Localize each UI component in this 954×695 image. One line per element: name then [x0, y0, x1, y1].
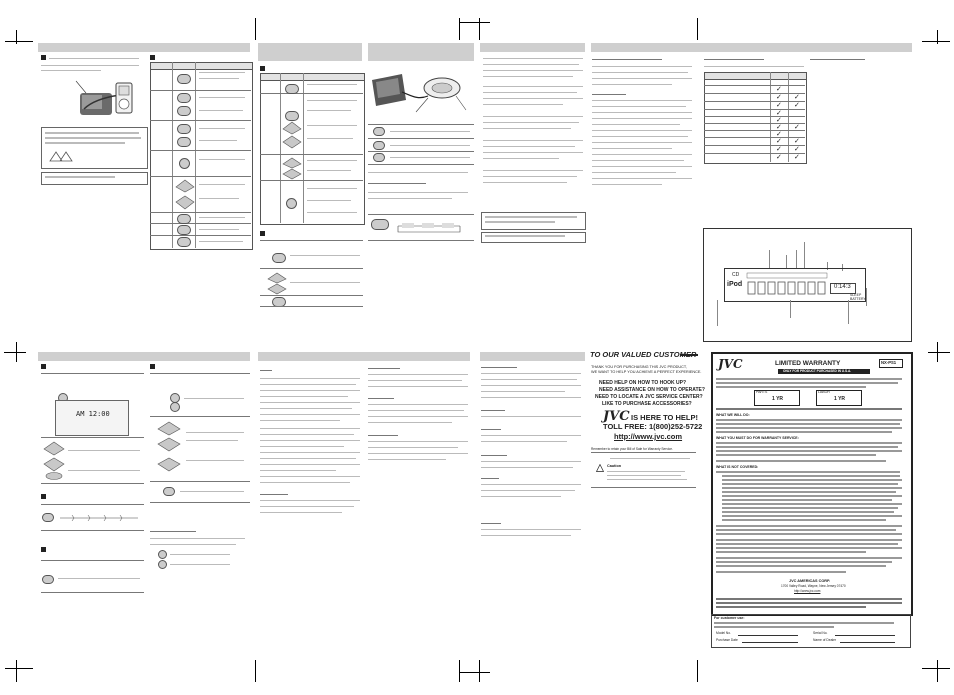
parts-label: PARTS	[756, 390, 768, 394]
help-slogan: IS HERE TO HELP!	[631, 413, 698, 422]
sleep-timer-button-diagram	[42, 575, 54, 584]
clock-lcd-time: AM 12:00	[76, 410, 110, 418]
band-button-diagram	[170, 402, 180, 412]
ipod-dock-illustration	[72, 75, 138, 123]
what-you-must-do: WHAT YOU MUST DO FOR WARRANTY SERVICE:	[716, 436, 799, 440]
model-code: NX-PS1	[881, 360, 897, 365]
parts-value: 1 YR	[772, 396, 784, 402]
labor-label: LABOR	[818, 390, 830, 394]
power-button-diagram	[177, 74, 191, 84]
ipod-menu-arrows-diagram	[281, 156, 303, 180]
caution-lightning-icon	[596, 464, 604, 472]
what-we-will-do: WHAT WE WILL DO:	[716, 413, 750, 417]
customer-help-line: WE WANT TO HELP YOU ACHIEVE A PERFECT EXPERIENCE.	[591, 370, 702, 374]
note-box	[41, 172, 148, 185]
display-button-diagram	[177, 225, 191, 235]
preset-up-button-diagram	[158, 550, 167, 559]
disc-warning-icon	[48, 150, 74, 163]
toll-free-number: TOLL FREE: 1(800)252-5722	[603, 422, 703, 431]
warranty-jvc-logo: JVC	[718, 357, 743, 371]
dimmer-button-diagram	[42, 513, 54, 522]
display-time: 0:14:3	[834, 284, 851, 290]
shuffle-arrows-diagram	[266, 271, 288, 295]
customer-question-2: NEED ASSISTANCE ON HOW TO OPERATE?	[599, 387, 705, 393]
display-ipod-label: iPod	[727, 281, 743, 288]
serial-no-label: Serial No.	[813, 631, 828, 635]
customer-question-4: LIKE TO PURCHASE ACCESSORIES?	[602, 401, 692, 407]
company-address: 1700 Valley Road, Wayne, New Jersey 07470	[781, 584, 846, 588]
input-button-diagram	[373, 127, 385, 136]
note-box-3	[481, 232, 586, 243]
caution-title: Caution	[607, 464, 622, 468]
preset-down-button-diagram	[158, 560, 167, 569]
labor-value: 1 YR	[834, 396, 846, 402]
bass-button-diagram	[373, 141, 385, 150]
customer-thanks: THANK YOU FOR PURCHASING THIS JVC PRODUCT,	[591, 365, 687, 369]
pause-button-diagram	[177, 106, 191, 116]
headphone-connection-illustration	[368, 66, 474, 116]
repeat-button-diagram	[272, 253, 286, 263]
memory-button-diagram	[163, 487, 175, 496]
company-name: JVC AMERICAS CORP.	[789, 579, 831, 583]
company-website: http://www.jvc.com	[794, 589, 821, 593]
jvc-website: http://www.jvc.com	[614, 432, 683, 441]
jvc-logo: JVC	[603, 409, 630, 424]
retain-receipt-note: Remember to retain your Bill of Sale for Warranty Service.	[591, 447, 673, 451]
display-segment-digits	[746, 272, 828, 298]
tuning-arrows-diagram	[156, 420, 182, 480]
sleep-button-diagram	[177, 237, 191, 247]
customer-question-1: NEED HELP ON HOW TO HOOK UP?	[599, 380, 687, 386]
volume-arrows-diagram	[174, 178, 196, 212]
treble-button-diagram	[373, 153, 385, 162]
level-flow-diagram	[396, 220, 466, 234]
display-battery-label: BATTERY	[850, 297, 866, 301]
customer-use-label: For customer use:	[714, 616, 745, 620]
customer-question-3: NEED TO LOCATE A JVC SERVICE CENTER?	[595, 394, 703, 400]
play-button-diagram	[177, 93, 191, 103]
usa-only-banner: ONLY FOR PRODUCT PURCHASED IN U.S.A.	[783, 369, 852, 373]
ok-button-diagram	[177, 137, 191, 147]
ipod-power-button-diagram	[285, 84, 299, 94]
dimmer-flow-diagram	[58, 513, 140, 523]
mute-button-diagram	[177, 214, 191, 224]
menu-button-diagram	[177, 124, 191, 134]
display-source: CD	[732, 272, 740, 278]
customer-title: TO OUR VALUED CUSTOMER	[590, 350, 697, 359]
dealer-name-label: Name of Dealer	[813, 638, 837, 642]
level-button-diagram	[371, 219, 389, 230]
source-button-diagram	[179, 158, 190, 169]
display-sleep-label: SLEEP	[850, 293, 862, 297]
clock-lcd	[55, 400, 129, 436]
model-no-label: Model No.	[716, 631, 732, 635]
warranty-title: LIMITED WARRANTY	[775, 360, 841, 367]
clock-adjust-arrows	[42, 440, 66, 480]
ipod-select-button-diagram	[286, 198, 297, 209]
purchase-date-label: Purchase Date	[716, 638, 738, 642]
ipod-skip-arrows-diagram	[281, 120, 303, 150]
what-not-covered: WHAT IS NOT COVERED:	[716, 465, 759, 469]
